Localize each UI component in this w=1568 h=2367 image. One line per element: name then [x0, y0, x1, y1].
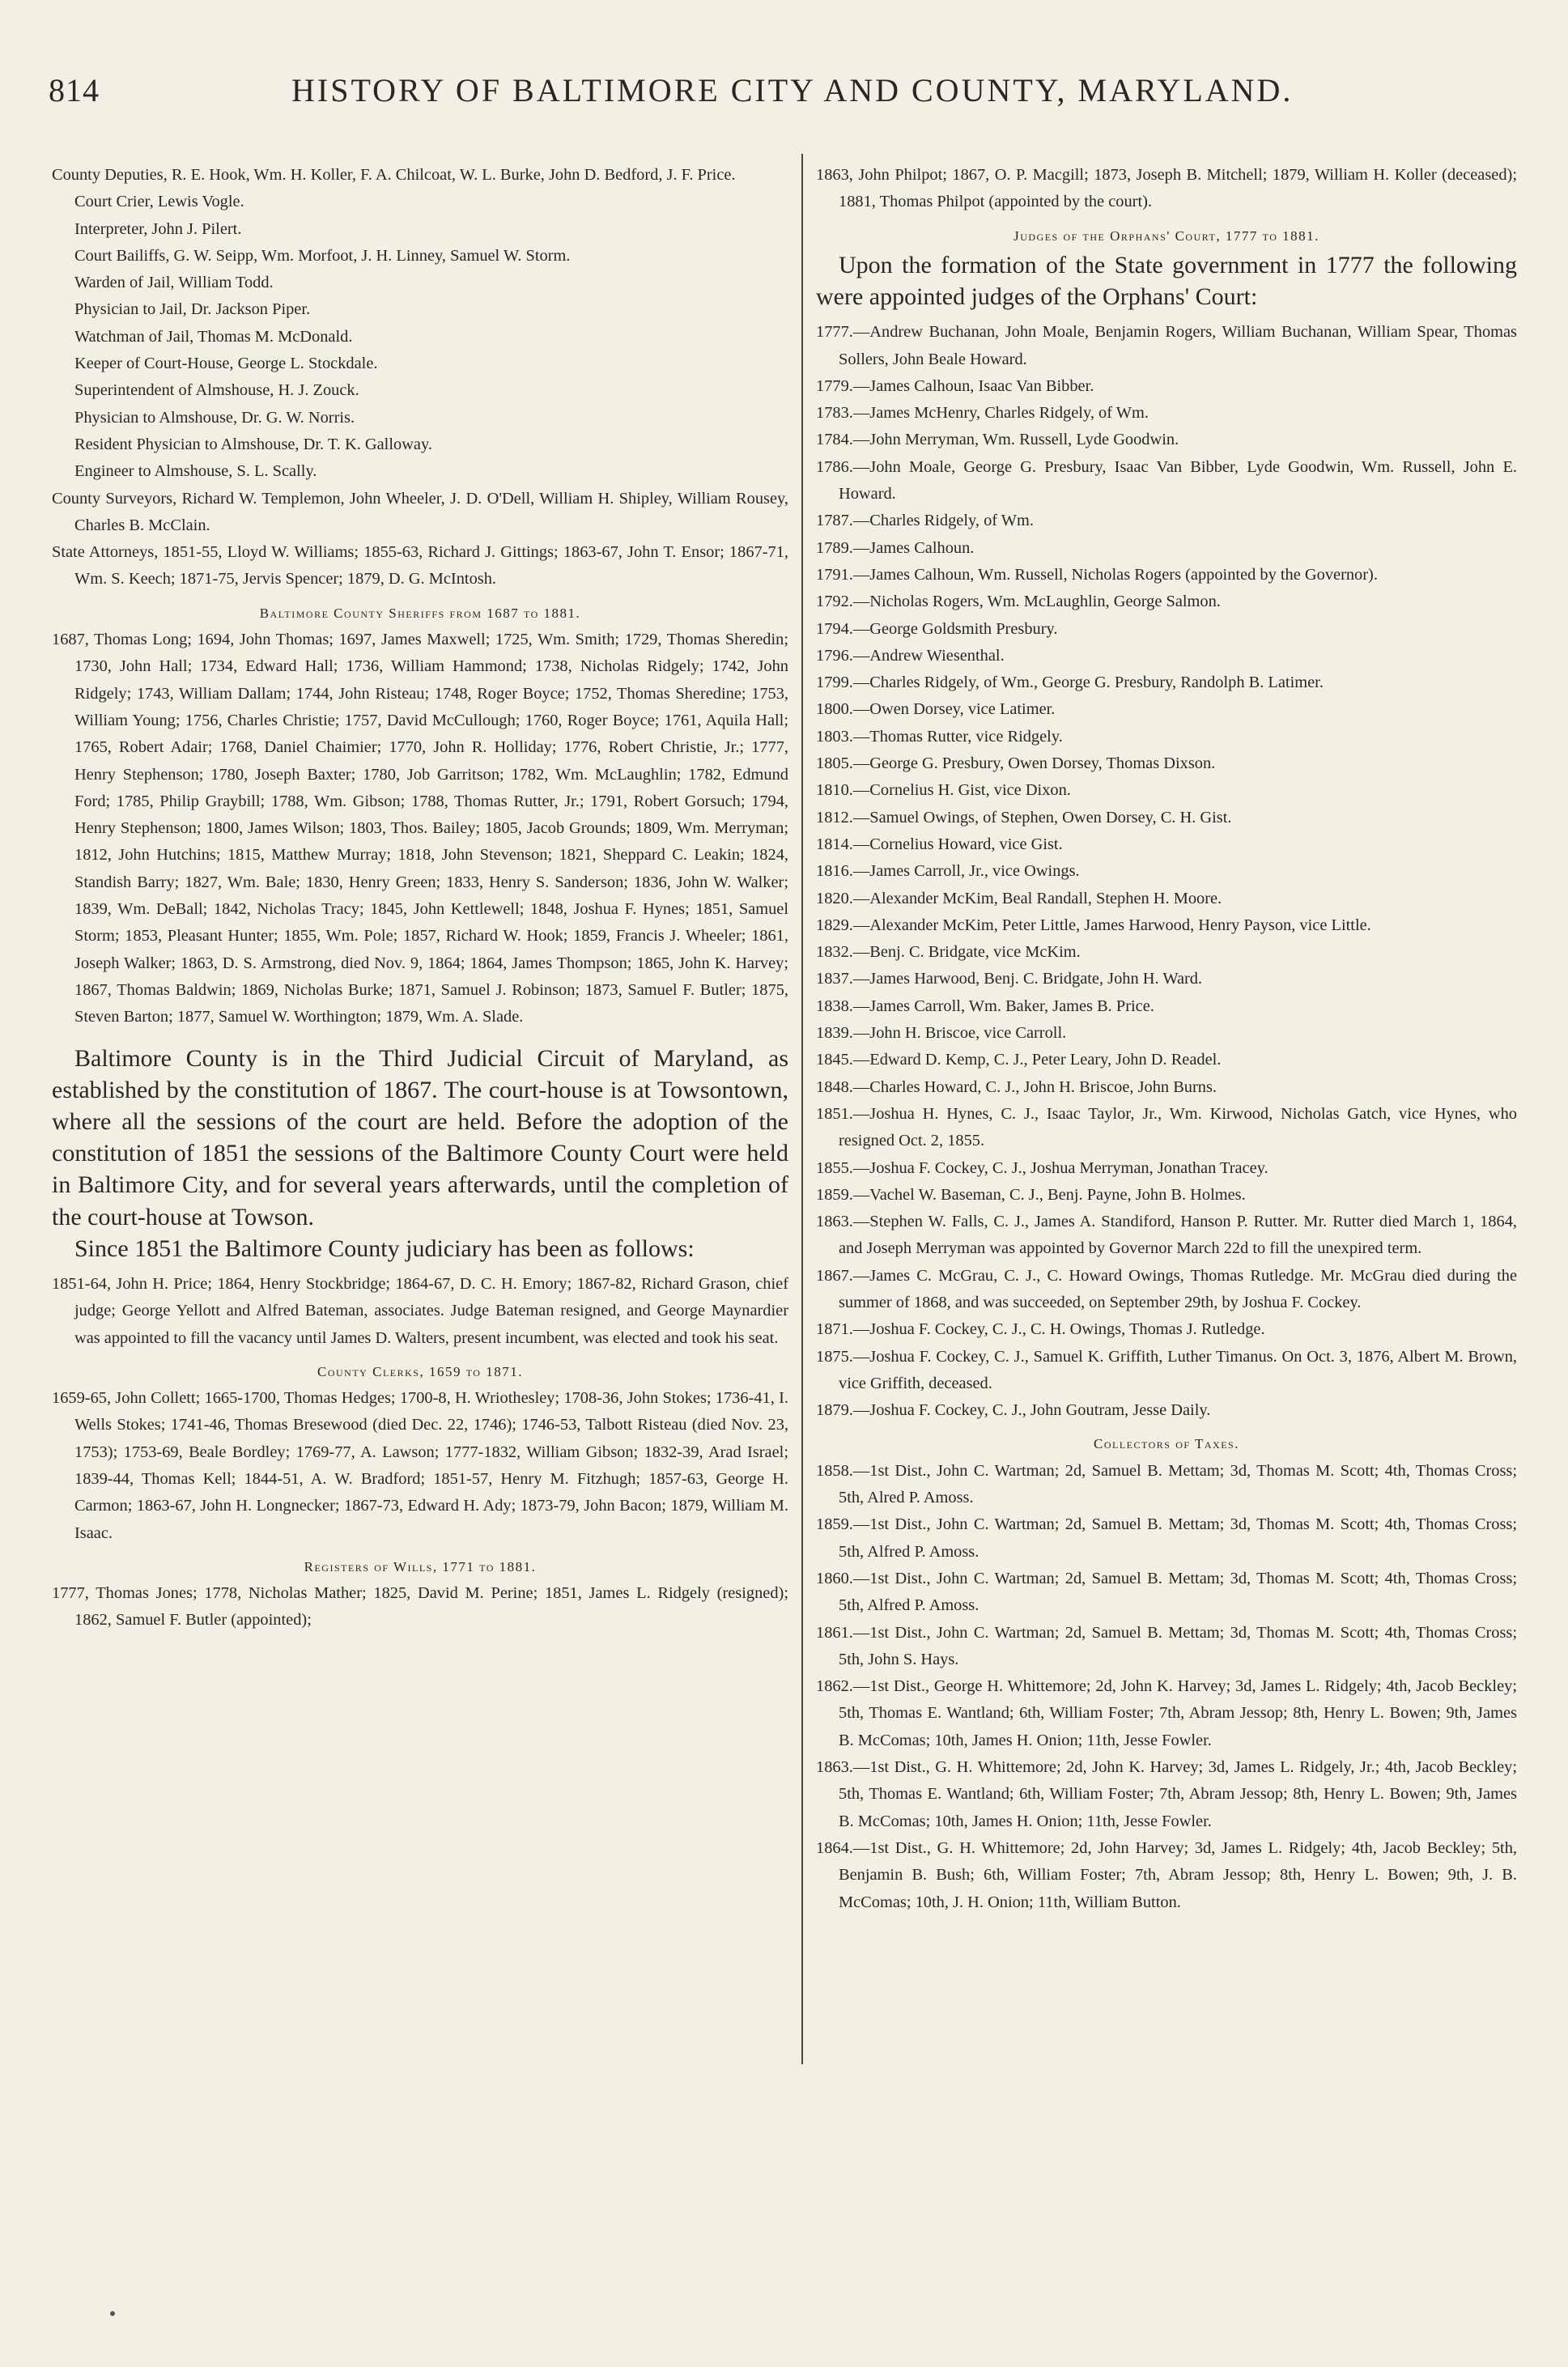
officer-entry: Keeper of Court-House, George L. Stockdale.: [74, 355, 378, 373]
body-paragraph-judiciary-intro: Since 1851 the Baltimore County judiciary has been as follows:: [74, 1234, 695, 1262]
officer-entry: Physician to Almshouse, Dr. G. W. Norris.: [74, 408, 355, 427]
orphans-entry: 1783.—James McHenry, Charles Ridgely, of Wm.: [816, 404, 1149, 423]
orphans-entry: 1796.—Andrew Wiesenthal.: [816, 646, 1005, 665]
collector-entry: 1864.—1st Dist., G. H. Whittemore; 2d, John Harvey; 3d, James L. Ridgely; 4th, Jacob Beckley; 5th, Benjamin B. Bush; 6th, William Foster; 7th, Abram Jessop; 8th, Henry L. Bowen; 9th, J. B. McComas; 10th, J. H. Onion; 11th, William Button.: [816, 1838, 1517, 1911]
collector-entry: 1859.—1st Dist., John C. Wartman; 2d, Samuel B. Mettam; 3d, Thomas M. Scott; 4th, Thomas Cross; 5th, Alfred P. Amoss.: [816, 1515, 1517, 1561]
collector-entry: 1860.—1st Dist., John C. Wartman; 2d, Samuel B. Mettam; 3d, Thomas M. Scott; 4th, Thomas Cross; 5th, Alfred P. Amoss.: [816, 1569, 1517, 1615]
body-paragraph-orphans-intro: Upon the formation of the State government in 1777 the following were appointed judges of the Orphans' Court:: [816, 251, 1517, 311]
orphans-entry: 1848.—Charles Howard, C. J., John H. Briscoe, John Burns.: [816, 1077, 1217, 1096]
column-divider: [801, 154, 803, 2064]
sheriffs-list: 1687, Thomas Long; 1694, John Thomas; 1697, James Maxwell; 1725, Wm. Smith; 1729, Thomas Sheredin; 1730, John Hall; 1734, Edward Hall; 1736, William Hammond; 1738, Nicholas Ridgely; 1742, John Ridgely; 1743, William Dallam; 1744, John Risteau; 1748, Roger Boyce; 1752, Thomas Sheredine; 1753, William Young; 1756, Charles Christie; 1757, David McCullough; 1760, Roger Boyce; 1761, Aquila Hall; 1765, Robert Adair; 1768, Daniel Chaimier; 1770, John R. Holliday; 1776, Robert Christie, Jr.; 1777, Henry Stephenson; 1780, Joseph Baxter; 1780, Job Garritson; 1782, Wm. McLaughlin; 1782, Edmund Ford; 1785, Philip Graybill; 1788, Wm. Gibson; 1788, Thomas Rutter, Jr.; 1791, Robert Gorsuch; 1794, Henry Stephenson; 1800, James Wilson; 1803, Thos. Bailey; 1805, Jacob Grounds; 1809, Wm. Merryman; 1812, John Hutchins; 1815, Matthew Murray; 1818, John Stevenson; 1821, Sheppard C. Leakin; 1824, Standish Barry; 1827, Wm. Bale; 1830, Henry Green; 1833, Henry S. Sanderson; 1836, John W. Walker; 1839, Wm. DeBall; 1842, Nicholas Tracy; 1845, John Kettlewell; 1848, Joshua F. Hynes; 1851, Samuel Storm; 1853, Pleasant Hunter; 1855, Wm. Pole; 1857, Richard W. Hook; 1859, Francis J. Wheeler; 1861, Joseph Walker; 1863, D. S. Armstrong, died Nov. 9, 1864; 1864, James Thompson; 1865, John K. Harvey; 1867, Thomas Baldwin; 1869, Nicholas Burke; 1871, Samuel J. Robinson; 1873, Samuel F. Butler; 1875, Steven Barton; 1877, Samuel W. Worthington; 1879, Wm. A. Slade.: [52, 631, 788, 1026]
collector-entry: 1858.—1st Dist., John C. Wartman; 2d, Samuel B. Mettam; 3d, Thomas M. Scott; 4th, Thomas Cross; 5th, Alred P. Amoss.: [816, 1461, 1517, 1507]
state-attorneys: State Attorneys, 1851-55, Lloyd W. Williams; 1855-63, Richard J. Gittings; 1863-67, John T. Ensor; 1867-71, Wm. S. Keech; 1871-75, Jervis Spencer; 1879, D. G. McIntosh.: [52, 543, 788, 589]
page-header: [49, 71, 1328, 120]
officer-entry: Interpreter, John J. Pilert.: [74, 219, 242, 238]
officer-entry: Superintendent of Almshouse, H. J. Zouck.: [74, 381, 359, 400]
orphans-entry: 1863.—Stephen W. Falls, C. J., James A. Standiford, Hanson P. Rutter. Mr. Rutter died March 1, 1864, and Joseph Merryman was appointed by Governor March 22d to fill the unexpired term.: [816, 1213, 1517, 1258]
officer-entry: Warden of Jail, William Todd.: [74, 274, 274, 292]
county-surveyors: County Surveyors, Richard W. Templemon, John Wheeler, J. D. O'Dell, William H. Shipley, William Rousey, Charles B. McClain.: [52, 489, 788, 534]
orphans-entry: 1799.—Charles Ridgely, of Wm., George G. Presbury, Randolph B. Latimer.: [816, 674, 1324, 692]
orphans-entry: 1867.—James C. McGrau, C. J., C. Howard Owings, Thomas Rutledge. Mr. McGrau died during the summer of 1868, and was succeeded, on September 29th, by Joshua F. Cockey.: [816, 1266, 1517, 1311]
orphans-entry: 1832.—Benj. C. Bridgate, vice McKim.: [816, 943, 1081, 962]
orphans-entry: 1794.—George Goldsmith Presbury.: [816, 619, 1058, 638]
orphans-entry: 1792.—Nicholas Rogers, Wm. McLaughlin, George Salmon.: [816, 593, 1221, 611]
orphans-court-list: [816, 319, 1517, 1424]
orphans-entry: 1837.—James Harwood, Benj. C. Bridgate, John H. Ward.: [816, 970, 1203, 988]
orphans-entry: 1810.—Cornelius H. Gist, vice Dixon.: [816, 781, 1071, 800]
left-column: [52, 162, 788, 2335]
collector-entry: 1863.—1st Dist., G. H. Whittemore; 2d, John K. Harvey; 3d, James L. Ridgely, Jr.; 4th, Jacob Beckley; 5th, Thomas E. Wantland; 6th, William Foster; 7th, Abram Jessop; 8th, Henry L. Bowen; 9th, James B. McComas; 10th, James H. Onion; 11th, Jesse Fowler.: [816, 1758, 1517, 1830]
section-heading-collectors: Collectors of Taxes.: [1094, 1436, 1239, 1452]
orphans-entry: 1879.—Joshua F. Cockey, C. J., John Goutram, Jesse Daily.: [816, 1401, 1211, 1420]
orphans-entry: 1805.—George G. Presbury, Owen Dorsey, Thomas Dixson.: [816, 754, 1216, 773]
section-heading-orphans-court: Judges of the Orphans' Court, 1777 to 1881.: [1013, 227, 1319, 244]
right-column: [816, 162, 1517, 2335]
orphans-entry: 1786.—John Moale, George G. Presbury, Isaac Van Bibber, Lyde Goodwin, Wm. Russell, John E. Howard.: [816, 457, 1517, 504]
orphans-entry: 1839.—John H. Briscoe, vice Carroll.: [816, 1024, 1067, 1043]
orphans-entry: 1855.—Joshua F. Cockey, C. J., Joshua Merryman, Jonathan Tracey.: [816, 1158, 1268, 1177]
orphans-entry: 1851.—Joshua H. Hynes, C. J., Isaac Taylor, Jr., Wm. Kirwood, Nicholas Gatch, vice Hynes, who resigned Oct. 2, 1855.: [816, 1104, 1517, 1150]
orphans-entry: 1845.—Edward D. Kemp, C. J., Peter Leary, John D. Readel.: [816, 1051, 1222, 1069]
orphans-entry: 1803.—Thomas Rutter, vice Ridgely.: [816, 727, 1063, 746]
collector-entry: 1861.—1st Dist., John C. Wartman; 2d, Samuel B. Mettam; 3d, Thomas M. Scott; 4th, Thomas Cross; 5th, John S. Hays.: [816, 1623, 1517, 1668]
orphans-entry: 1779.—James Calhoun, Isaac Van Bibber.: [816, 376, 1094, 395]
orphans-entry: 1777.—Andrew Buchanan, John Moale, Benjamin Rogers, William Buchanan, William Spear, Thomas Sollers, John Beale Howard.: [816, 323, 1517, 368]
orphans-entry: 1816.—James Carroll, Jr., vice Owings.: [816, 862, 1080, 881]
officer-entry: Resident Physician to Almshouse, Dr. T. K. Galloway.: [74, 435, 432, 453]
collectors-list: [816, 1458, 1517, 1916]
orphans-entry: 1875.—Joshua F. Cockey, C. J., Samuel K. Griffith, Luther Timanus. On Oct. 3, 1876, Albert M. Brown, vice Griffith, deceased.: [816, 1347, 1517, 1392]
collector-entry: 1862.—1st Dist., George H. Whittemore; 2d, John K. Harvey; 3d, James L. Ridgely; 4th, Jacob Beckley; 5th, Thomas E. Wantland; 6th, William Foster; 7th, Abram Jessop; 8th, Henry L. Bowen; 9th, James B. McComas; 10th, James H. Onion; 11th, Jesse Fowler.: [816, 1677, 1517, 1749]
wills-list-continued: 1863, John Philpot; 1867, O. P. Macgill; 1873, Joseph B. Mitchell; 1879, William H. Koller (deceased); 1881, Thomas Philpot (appointed by the court).: [816, 166, 1517, 211]
judiciary-list: 1851-64, John H. Price; 1864, Henry Stockbridge; 1864-67, D. C. H. Emory; 1867-82, Richard Grason, chief judge; George Yellott and Alfred Bateman, associates. Judge Bateman resigned, and George Maynardier was appointed to fill the vacancy until James D. Walters, present incumbent, was elected and took his seat.: [52, 1274, 788, 1347]
section-heading-clerks: County Clerks, 1659 to 1871.: [317, 1363, 523, 1379]
page-speck: [110, 2311, 115, 2316]
officer-entry: Court Crier, Lewis Vogle.: [74, 193, 244, 211]
orphans-entry: 1800.—Owen Dorsey, vice Latimer.: [816, 700, 1056, 719]
officer-entry: County Deputies, R. E. Hook, Wm. H. Koller, F. A. Chilcoat, W. L. Burke, John D. Bedford, J. F. Price.: [52, 166, 736, 184]
running-title: HISTORY OF BALTIMORE CITY AND COUNTY, MARYLAND.: [291, 72, 1294, 108]
section-heading-wills: Registers of Wills, 1771 to 1881.: [304, 1558, 537, 1574]
wills-list: 1777, Thomas Jones; 1778, Nicholas Mather; 1825, David M. Perine; 1851, James L. Ridgely (resigned); 1862, Samuel F. Butler (appointed);: [52, 1584, 788, 1630]
page-number: 814: [49, 72, 100, 108]
orphans-entry: 1871.—Joshua F. Cockey, C. J., C. H. Owings, Thomas J. Rutledge.: [816, 1320, 1265, 1339]
body-paragraph-circuit: Baltimore County is in the Third Judicial Circuit of Maryland, as established by the constitution of 1867. The court-house is at Towsontown, where all the sessions of the court are held. Before the adoption of the constitution of 1851 the sessions of the Baltimore County Court were held in Baltimore City, and for several years afterwards, until the completion of the court-house at Towson.: [52, 1044, 788, 1230]
orphans-entry: 1820.—Alexander McKim, Beal Randall, Stephen H. Moore.: [816, 889, 1222, 907]
officer-entry: Physician to Jail, Dr. Jackson Piper.: [74, 300, 311, 319]
officer-entry: Court Bailiffs, G. W. Seipp, Wm. Morfoot, J. H. Linney, Samuel W. Storm.: [74, 246, 571, 265]
orphans-entry: 1812.—Samuel Owings, of Stephen, Owen Dorsey, C. H. Gist.: [816, 808, 1232, 827]
orphans-entry: 1838.—James Carroll, Wm. Baker, James B. Price.: [816, 997, 1154, 1015]
officer-entry: Watchman of Jail, Thomas M. McDonald.: [74, 327, 353, 346]
orphans-entry: 1789.—James Calhoun.: [816, 538, 975, 557]
orphans-entry: 1829.—Alexander McKim, Peter Little, James Harwood, Henry Payson, vice Little.: [816, 916, 1371, 934]
orphans-entry: 1859.—Vachel W. Baseman, C. J., Benj. Payne, John B. Holmes.: [816, 1185, 1246, 1204]
orphans-entry: 1814.—Cornelius Howard, vice Gist.: [816, 835, 1063, 853]
orphans-entry: 1791.—James Calhoun, Wm. Russell, Nicholas Rogers (appointed by the Governor).: [816, 565, 1378, 584]
section-heading-sheriffs: Baltimore County Sheriffs from 1687 to 1881.: [259, 605, 581, 621]
orphans-entry: 1784.—John Merryman, Wm. Russell, Lyde Goodwin.: [816, 431, 1179, 449]
officers-list: [52, 162, 788, 486]
clerks-list: 1659-65, John Collett; 1665-1700, Thomas Hedges; 1700-8, H. Wriothesley; 1708-36, John Stokes; 1736-41, I. Wells Stokes; 1741-46, Thomas Bresewood (died Dec. 22, 1746); 1746-53, Talbott Risteau (died Nov. 23, 1753); 1753-69, Beale Bordley; 1769-77, A. Lawson; 1777-1832, William Gibson; 1832-39, Arad Israel; 1839-44, Thomas Kell; 1844-51, A. W. Bradford; 1851-57, Henry M. Fitzhugh; 1857-63, George H. Carmon; 1863-67, John H. Longnecker; 1867-73, Edward H. Ady; 1873-79, John Bacon; 1879, William M. Isaac.: [52, 1389, 788, 1542]
officer-entry: Engineer to Almshouse, S. L. Scally.: [74, 462, 317, 481]
orphans-entry: 1787.—Charles Ridgely, of Wm.: [816, 512, 1035, 530]
